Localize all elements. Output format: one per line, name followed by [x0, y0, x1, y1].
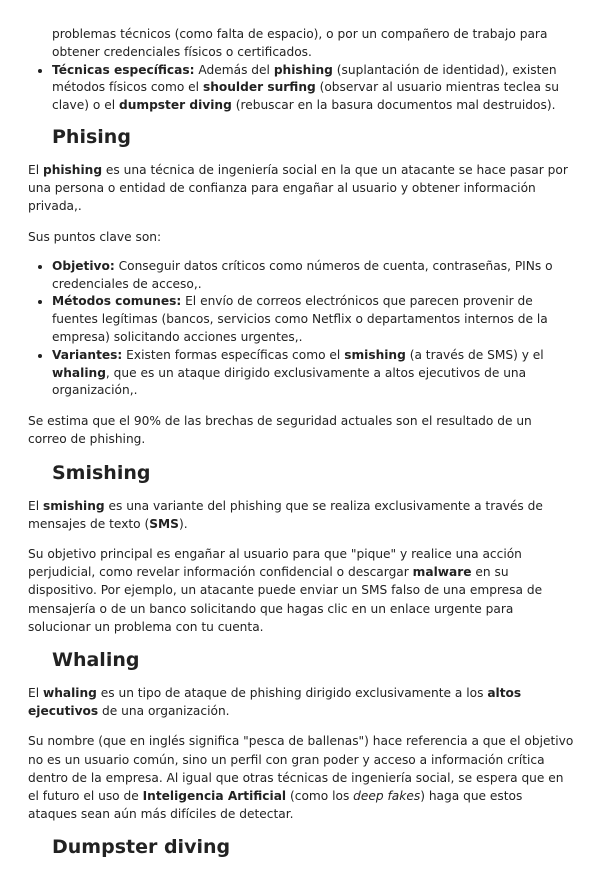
bold-term: whaling [42, 686, 97, 700]
text-run: Existen formas específicas como el [122, 347, 345, 362]
paragraph: Sus puntos clave son: [28, 229, 162, 244]
text-run: Además del [194, 62, 274, 77]
paragraph: Se estima que el 90% de las brechas de seguridad actuales son el resultado de un correo de phishing. [28, 414, 532, 447]
section-heading-whaling: Whaling [52, 649, 140, 671]
text-run: (como los [286, 789, 354, 804]
paragraph [28, 497, 574, 533]
text-run: El [28, 498, 43, 513]
list-item [52, 62, 574, 115]
bold-term: Inteligencia Artificial [142, 789, 287, 804]
text-run: es una variante del phishing que se realiza exclusivamente a través de mensajes de texto ( [28, 498, 543, 531]
bold-term: shoulder surfing [202, 80, 316, 95]
bold-term: SMS [149, 516, 179, 531]
list-item [52, 26, 574, 62]
bold-term: smishing [42, 498, 105, 513]
paragraph [28, 545, 574, 636]
list-item [52, 258, 574, 294]
document-content [28, 26, 574, 871]
section-heading-dumpster-diving: Dumpster diving [52, 836, 231, 859]
text-run: Su objetivo principal es engañar al usuario para que "pique" y realice una acción perjudicial, como revelar información confidencial o descargar [28, 546, 522, 580]
text-run: es un tipo de ataque de phishing dirigido exclusivamente a los [96, 686, 488, 700]
bold-term: phishing [273, 62, 333, 77]
bold-term: altos ejecutivos [28, 686, 522, 719]
list-item-text: problemas técnicos (como falta de espacio), o por un compañero de trabajo para obtener credenciales físicos o certificados. [52, 27, 548, 59]
text-run: El envío de correos electrónicos que parecen provenir de fuentes legítimas (bancos, servicios como Netflix o departamentos internos de la empresa) solicitando acciones urgentes,. [52, 294, 548, 344]
paragraph [28, 684, 574, 720]
list-item [52, 347, 574, 400]
text-run: Conseguir datos críticos como números de cuenta, contraseñas, PINs o credenciales de acceso,. [52, 258, 553, 291]
text-run: (suplantación de identidad), existen métodos físicos como el [52, 62, 557, 95]
text-run: El [28, 686, 43, 700]
bold-term: whaling [52, 365, 106, 380]
text-run: en su dispositivo. Por ejemplo, un atacante puede enviar un SMS falso de una empresa de mensajería o de un banco solicitando que hagas clic en un enlace urgente para solucionar un problema con tu cuenta. [28, 565, 543, 634]
text-run: es una técnica de ingeniería social en la que un atacante se hace pasar por una persona o entidad de confianza para engañar al usuario y obtener información privada,. [28, 162, 568, 214]
phising-key-points [28, 258, 574, 400]
intro-list [28, 26, 574, 115]
list-item-label: Objetivo: [52, 258, 115, 273]
bold-term: phishing [42, 162, 103, 177]
text-run: Su nombre (que en inglés significa "pesca de ballenas") hace referencia a que el objetivo no es un usuario común, sino un perfil con gran poder y acceso a información crítica dentro de la empresa. Al igual que otras técnicas de ingeniería social, se espera que en el futuro el uso de [28, 734, 574, 804]
list-item [52, 293, 574, 346]
section-heading-smishing: Smishing [52, 461, 151, 484]
italic-term: deep fakes [353, 789, 421, 804]
list-item-label: Métodos comunes: [52, 294, 182, 309]
text-run: (rebuscar en la basura documentos mal destruidos). [231, 98, 556, 113]
text-run: , que es un ataque dirigido exclusivamente a altos ejecutivos de una organización,. [52, 365, 527, 398]
bold-term: smishing [344, 347, 406, 362]
list-item-label: Variantes: [52, 347, 123, 362]
text-run: ) haga que estos ataques sean aún más difíciles de detectar. [28, 789, 523, 822]
text-run: El [28, 162, 43, 177]
list-item-label: Técnicas específicas: [52, 62, 195, 77]
text-run: de una organización. [98, 704, 230, 719]
paragraph [28, 732, 574, 823]
text-run: (observar al usuario mientras teclea su clave) o el [52, 80, 559, 113]
section-heading-phising: Phising [52, 125, 131, 148]
bold-term: malware [412, 565, 472, 580]
bold-term: dumpster diving [118, 98, 232, 113]
text-run: (a través de SMS) y el [405, 347, 544, 362]
text-run: ). [178, 516, 188, 531]
paragraph [28, 161, 574, 216]
